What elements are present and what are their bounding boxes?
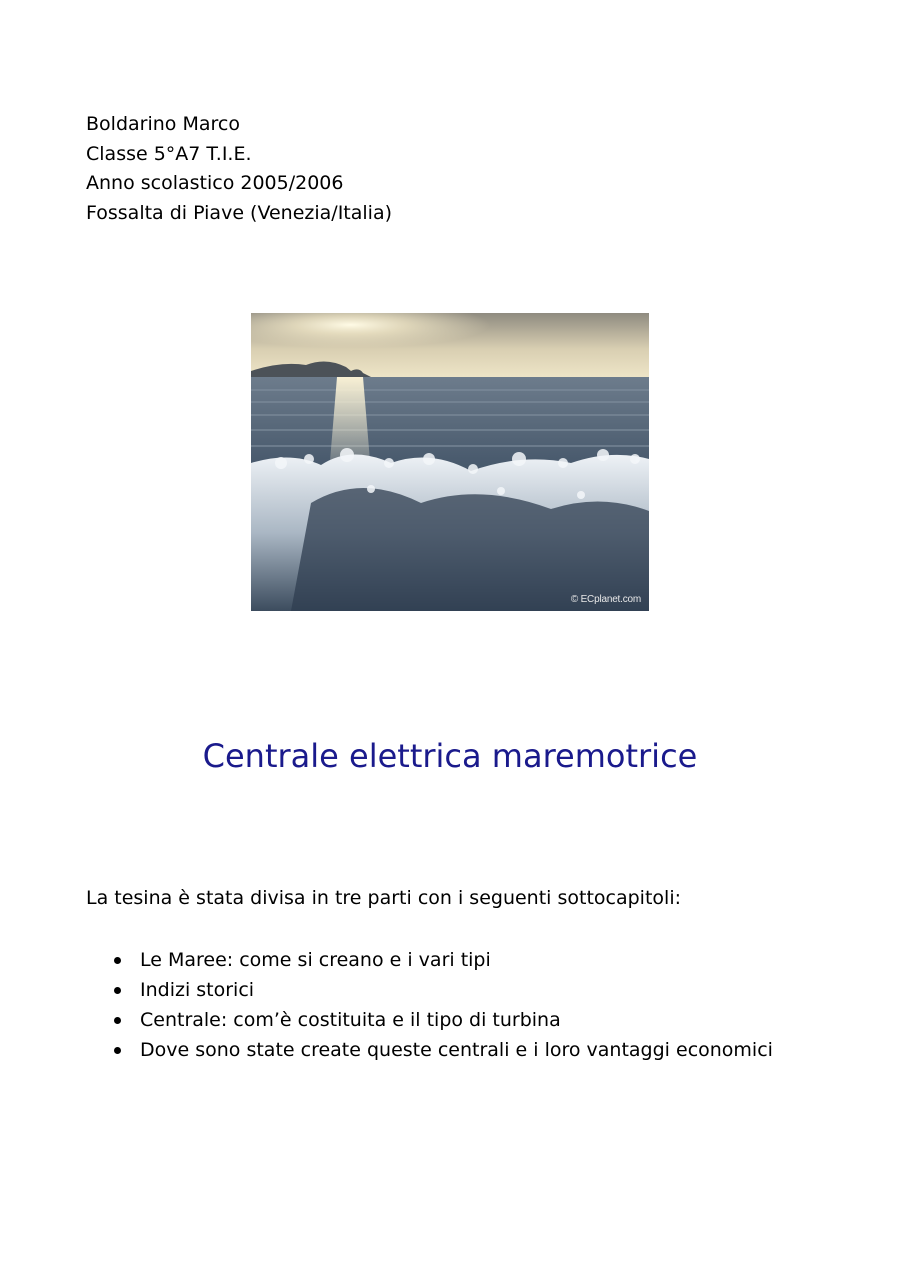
- list-item: [112, 1035, 773, 1065]
- bullet-icon: [114, 1017, 121, 1024]
- bullet-icon: [114, 957, 121, 964]
- bullet-icon: [114, 1047, 121, 1054]
- list-item: [112, 975, 773, 1005]
- location-line: Fossalta di Piave (Venezia/Italia): [86, 201, 393, 224]
- list-item-text: Dove sono state create queste centrali e i loro vantaggi economici: [140, 1039, 773, 1061]
- list-item-text: Centrale: com’è costituita e il tipo di turbina: [140, 1009, 561, 1031]
- list-item: [112, 1005, 773, 1035]
- list-item-text: Indizi storici: [140, 979, 255, 1001]
- bullet-icon: [114, 987, 121, 994]
- photo-watermark: © ECplanet.com: [570, 594, 641, 605]
- list-item-text: Le Maree: come si creano e i vari tipi: [140, 949, 491, 971]
- author-info: [86, 110, 392, 228]
- list-item: [112, 945, 773, 975]
- author-name: Boldarino Marco: [86, 113, 240, 135]
- school-year-line: Anno scolastico 2005/2006: [86, 172, 344, 194]
- sea-wave-illustration: [251, 313, 649, 611]
- sea-wave-photo: [251, 313, 649, 611]
- class-line: Classe 5°A7 T.I.E.: [86, 142, 252, 165]
- document-title: Centrale elettrica maremotrice: [202, 737, 698, 775]
- intro-paragraph: La tesina è stata divisa in tre parti con i seguenti sottocapitoli:: [86, 887, 681, 909]
- topic-list: [112, 945, 773, 1065]
